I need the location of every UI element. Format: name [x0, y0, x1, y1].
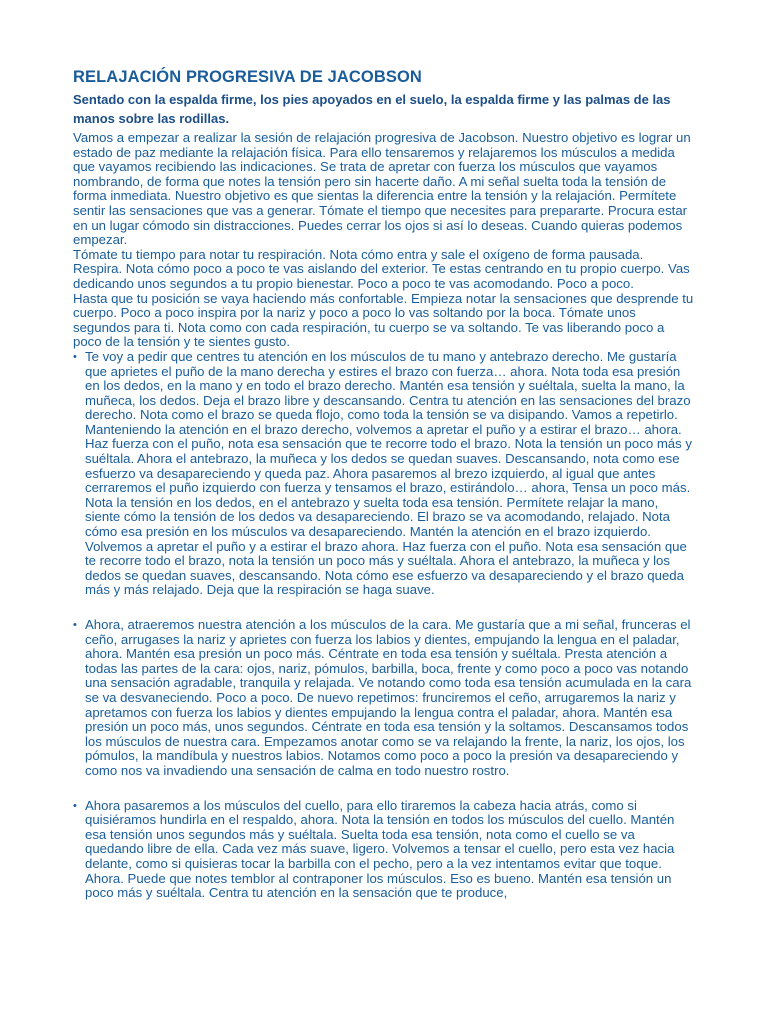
exercise-arm: [73, 350, 695, 598]
bullet-icon: •: [73, 350, 77, 363]
document-page: [73, 66, 695, 921]
document-title: RELAJACIÓN PROGRESIVA DE JACOBSON: [73, 68, 422, 86]
exercise-arm-text: Te voy a pedir que centres tu atención en los músculos de tu mano y antebrazo derecho. Me gustaría que aprietes el puño de la mano derecha y estires el brazo con fuerza… ahora. Nota toda esa presión en los dedos, en la mano y en todo el brazo derecho. Mantén esa tensión y suéltala, suelta la mano, la muñeca, los dedos. Deja el brazo libre y descansando. Centra tu atención en las sensaciones del brazo derecho. Nota como el brazo se queda flojo, como toda la tensión se va disipando. Vamos a repetirlo. Manteniendo la atención en el brazo derecho, volvemos a apretar el puño y a estirar el brazo… ahora. Haz fuerza con el puño, nota esa sensación que te recorre todo el brazo. Nota la tensión un poco más y suéltala. Ahora el antebrazo, la muñeca y los dedos se quedan suaves. Descansando, nota como ese esfuerzo va desapareciendo y queda paz. Ahora pasaremos al brezo izquierdo, al igual que antes cerraremos el puño izquierdo con fuerza y tensamos el brazo, estirándolo… ahora, Tensa un poco más. Nota la tensión en los dedos, en el antebrazo y suelta toda esa tensión. Permítete relajar la mano, siente cómo la tensión de los dedos va desapareciendo. El brazo se va acomodando, relajado. Nota cómo esa presión en los músculos va desapareciendo. Mantén la atención en el brazo izquierdo. Volvemos a apretar el puño y a estirar el brazo ahora. Haz fuerza con el puño. Nota esa sensación que te recorre todo el brazo, nota la tensión un poco más y suéltala. Ahora el antebrazo, la muñeca y los dedos se quedan suaves, descansando. Nota cómo ese esfuerzo va desapareciendo y el brazo queda más y más relajado. Deja que la respiración se haga suave.: [85, 348, 692, 598]
exercise-list: [73, 350, 695, 901]
exercise-neck-text: Ahora pasaremos a los músculos del cuello, para ello tiraremos la cabeza hacia atrás, como si quisiéramos hundirla en el respaldo, ahora. Nota la tensión en todos los músculos del cuello. Mantén esa tensión unos segundos más y suéltala. Suelta toda esa tensión, nota como el cuello se va quedando libre de ella. Cada vez más suave, ligero. Volvemos a tensar el cuello, pero esta vez hacia delante, como si quisieras tocar la barbilla con el pecho, pero a la vez intentamos evitar que toque. Ahora. Puede que notes temblor al contraponer los músculos. Eso es bueno. Mantén esa tensión un poco más y suéltala. Centra tu atención en la sensación que te produce,: [85, 797, 675, 901]
bullet-icon: •: [73, 619, 77, 631]
exercise-face-text: Ahora, atraeremos nuestra atención a los músculos de la cara. Me gustaría que a mi señal, frunceras el ceño, arrugases la nariz y aprietes con fuerza los labios y dientes, empujando la lengua en el paladar, ahora. Mantén esa presión un poco más. Céntrate en toda esa tensión y suéltala. Presta atención a todas las partes de la cara: ojos, nariz, pómulos, barbilla, boca, frente y como poco a poco vas notando una sensación agradable, tranquila y relajada. Ve notando como toda esa tensión acumulada en la cara se va desvaneciendo. Poco a poco. De nuevo repetimos: frunciremos el ceño, arrugaremos la nariz y apretamos con fuerza los labios y dientes empujando la lengua contra el paladar, ahora. Mantén esa presión un poco más, unos segundos. Céntrate en toda esa tensión y la soltamos. Descansamos todos los músculos de nuestra cara. Empezamos anotar como se va relajando la frente, la nariz, los ojos, los pómulos, la mandíbula y nuestros labios. Notamos como poco a poco la presión va desapareciendo y como nos va invadiendo una sensación de calma en todo nuestro rostro.: [85, 617, 692, 778]
exercise-neck: [73, 799, 695, 901]
intro-paragraph-1: Vamos a empezar a realizar la sesión de relajación progresiva de Jacobson. Nuestro objetivo es lograr un estado de paz mediante la relajación física. Para ello tensaremos y relajaremos los músculos a medida que vayamos recibiendo las indicaciones. Se trata de apretar con fuerza los músculos que vayamos nombrando, de forma que notes la tensión pero sin hacerte daño. A mi señal suelta toda la tensión de forma inmediata. Nuestro objetivo es que sientas la diferencia entre la tensión y la relajación. Permítete sentir las sensaciones que vas a generar. Tómate el tiempo que necesites para prepararte. Procura estar en un lugar cómodo sin distracciones. Puedes cerrar los ojos si así lo deseas. Cuando quieras podemos empezar.: [73, 130, 691, 248]
intro-paragraph-3: Hasta que tu posición se vaya haciendo más confortable. Empieza notar la sensaciones que desprende tu cuerpo. Poco a poco inspira por la nariz y poco a poco lo vas soltando por la boca. Tómate unos segundos para ti. Nota como con cada respiración, tu cuerpo se va soltando. Te vas liberando poco a poco de la tensión y te sientes gusto.: [73, 290, 694, 350]
intro-paragraph-2: Tómate tu tiempo para notar tu respiración. Nota cómo entra y sale el oxígeno de forma pausada. Respira. Nota cómo poco a poco te vas aislando del exterior. Te estas centrando en tu propio cuerpo. Vas dedicando unos segundos a tu propio bienestar. Poco a poco te vas acomodando. Poco a poco.: [73, 246, 690, 291]
exercise-face: [73, 618, 695, 779]
document-subtitle: Sentado con la espalda firme, los pies apoyados en el suelo, la espalda firme y las palmas de las manos sobre las rodillas.: [73, 92, 671, 126]
bullet-icon: •: [73, 799, 77, 812]
